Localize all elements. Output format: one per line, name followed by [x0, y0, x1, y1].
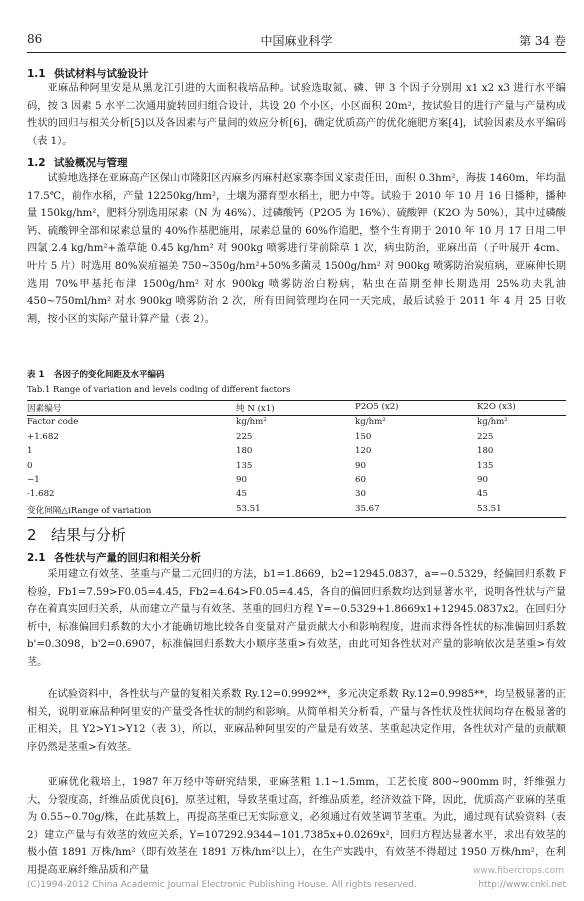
section-number: 1.2	[27, 157, 46, 169]
section-title: 结果与分析	[51, 526, 127, 544]
table-cell: 90	[355, 460, 366, 471]
table-cell: 135	[477, 460, 494, 471]
watermark: www.fibercrops.com	[473, 866, 564, 876]
copyright-notice: (C)1994-2012 China Academic Journal Electronic Publishing House. All rights reserved.	[27, 880, 417, 890]
table-cell: 90	[477, 474, 488, 485]
table-header-cell: P2O5 (x2)	[355, 401, 477, 416]
paragraph-regression: 采用建立有效茎、茎重与产量二元回归的方法，b1=1.8669，b2=12945.0837，a=−0.5329，经偏回归系数 F 检验，Fb1=7.59>F0.05=4.45，Fb2=4.64>F0.05=4.45，各自的偏回归系数均达到显著水平，说明各性状与产量存在着真实回归关系，从而建立产量与有效茎、茎重的回归方程 Y=−0.5329+1.8669x1+12945.0837x2。在回归分析中，标准偏回归系数的大小才能确切地比较各自变量对产量贡献大小和影响程度，进而求得各性状的标准偏回归系数 b'=0.3098，b'2=0.6907，标准偏回归系数大小顺序茎重>有效茎，由此可知各性状对产量的影响依次是茎重>有效茎。	[27, 569, 566, 668]
table-row	[27, 416, 566, 431]
page-number: 86	[27, 32, 43, 46]
volume-label: 第 34 卷	[519, 34, 566, 48]
table-cell: 0	[27, 460, 33, 471]
paragraph-optimization: 亚麻优化栽培上，1987 年万经中等研究结果，亚麻茎粗 1.1~1.5mm，工艺长度 800~900mm 时，纤维强力大，分裂度高，纤维品质优良[6]，原茎过粗，导致茎重过高，纤维品质差，经济效益下降，因此，优质高产亚麻的茎重为 0.55~0.70g/株，在此基数上，再提高茎重已无实际意义，必须通过有效茎调节茎重。为此，通过现有试验资料（表 2）建立产量与有效茎的效应关系，Y=107292.9344−101.7385x+0.0269x²，回归方程达显著水平，求出有效茎的极小值 1891 万株/hm²（即有效茎在 1891 万株/hm²以上），在生产实践中，有效茎不得超过 1950 万株/hm²，在利用提高亚麻纤维品质和产量	[27, 777, 566, 876]
section-heading-1-2	[27, 155, 566, 170]
table-cell: 180	[477, 446, 494, 457]
table-cell: 90	[236, 474, 247, 485]
table-cell: 35.67	[355, 503, 477, 518]
table-cell: 45	[477, 489, 488, 500]
table-row	[27, 503, 566, 518]
section-number: 1.1	[27, 68, 46, 80]
table-cell: 150	[355, 431, 372, 442]
table-caption-en: Tab.1 Range of variation and levels coding of different factors	[27, 384, 291, 394]
table-cell: 225	[477, 431, 494, 442]
table-cell: −1	[27, 474, 40, 485]
section-heading-2	[27, 524, 566, 545]
table-row	[27, 460, 566, 474]
table-caption-cn	[27, 368, 566, 380]
journal-title: 中国麻业科学	[260, 34, 333, 48]
table-cell: 45	[236, 489, 247, 500]
table-row	[27, 445, 566, 459]
table-cell: kg/hm²	[477, 417, 508, 428]
page-footer	[27, 880, 566, 890]
table-cell: Factor code	[27, 417, 79, 428]
section-heading-2-1	[27, 550, 566, 565]
section-title: 供试材料与试验设计	[54, 68, 149, 80]
table-header-cell: K2O (x3)	[477, 401, 566, 416]
table-row	[27, 488, 566, 502]
section-heading-1-1	[27, 66, 566, 81]
table-cell: -1.682	[27, 489, 55, 500]
table-header-cell: 因素编号	[27, 401, 236, 416]
table-cell: 1	[27, 446, 33, 457]
table-cell: 180	[236, 446, 253, 457]
table-number: 表 1	[27, 370, 45, 380]
table-cell: +1.682	[27, 431, 59, 442]
table-cell: 53.51	[236, 503, 355, 518]
table-cell: 60	[355, 474, 366, 485]
table-cell: 53.51	[477, 503, 566, 518]
paragraph-correlation: 在试验资料中，各性状与产量的复相关系数 Ry.12=0.9992**，多元决定系数 Ry.12=0.9985**，均呈极显著的正相关，说明亚麻品种阿里安的产量受各性状的制约和影响。从简单相关分析看，产量与各性状及性状间均存在极显著的正相关，且 Y2>Y1>Y12（表 3），所以，亚麻品种阿里安的产量是有效茎、茎重起决定作用，各性状对产量的贡献顺序仍然是茎重>有效茎。	[27, 689, 566, 753]
section-title: 试验概况与管理	[54, 157, 128, 169]
table-row	[27, 474, 566, 488]
table-cell: kg/hm²	[236, 417, 267, 428]
table-header-row	[27, 401, 566, 416]
table-row	[27, 431, 566, 445]
section-number: 2	[27, 526, 37, 544]
table-cell: kg/hm²	[355, 417, 386, 428]
factor-coding-table	[27, 400, 566, 518]
header-rule	[27, 52, 566, 53]
paragraph-field-management: 试验地选择在亚麻高产区保山市隆阳区丙麻乡丙麻村赵家寨李国义家责任田，面积 0.3hm²，海拔 1460m，年均温 17.5℃，前作水稻，产量 12250kg/hm²，土壤为潴育型水稻土，肥力中等。试验于 2010 年 10 月 16 日播种，播种量 150kg/hm²，肥料分别选用尿素（N 为 46%）、过磷酸钙（P2O5 为 16%）、硫酸钾（K2O 为 50%），其中过磷酸钙、硫酸钾全部和尿素总量的 40%作基肥施用，尿素总量的 60%作追肥，整个生育期于 2010 年 10 月 17 日用二甲四氯 2.4 kg/hm²+盖草能 0.45 kg/hm² 对 900kg 喷雾进行芽前除草 1 次，病虫防治，亚麻出苗（子叶展开 4cm、叶片 5 片）时选用 80%炭疽福美 750~350g/hm²+50%多菌灵 1500g/hm² 对 900kg 喷雾防治炭疽病，亚麻伸长期选用 70%甲基托布津 1500g/hm² 对水 900kg 喷雾防治白粉病，粘虫在苗期至伸长期选用 25%功夫乳油 450~750ml/hm² 对水 900kg 喷雾防治 2 次，所有田间管理均在同一天完成，最后试验于 2011 年 4 月 25 日收割，按小区的实际产量计算产量（表 2）。	[27, 173, 566, 325]
table-cell: 变化间隔△iRange of variation	[27, 503, 236, 518]
site-url: http://www.cnki.net	[478, 880, 566, 890]
page-header	[27, 32, 566, 52]
table-title: 各因子的变化间距及水平编码	[54, 370, 165, 380]
section-title: 各性状与产量的回归和相关分析	[54, 552, 201, 564]
table-header-cell: 纯 N (x1)	[236, 401, 355, 416]
table-cell: 135	[236, 460, 253, 471]
table-cell: 225	[236, 431, 253, 442]
table-cell: 30	[355, 489, 366, 500]
section-number: 2.1	[27, 552, 46, 564]
table-cell: 120	[355, 446, 372, 457]
paragraph-materials: 亚麻品种阿里安是从黑龙江引进的大面积栽培品种。试验选取氮、磷、钾 3 个因子分别用 x1 x2 x3 进行水平编码，按 3 因素 5 水平二次通用旋转回归组合设计，共设 20 个小区，小区面积 20m²，按试验目的进行产量与产量构成性状的回归与相关分析[5]以及各因素与产量间的效应分析[6]，确定优质高产的优化施肥方案[4]，试验因素及水平编码（表 1）。	[27, 83, 566, 147]
